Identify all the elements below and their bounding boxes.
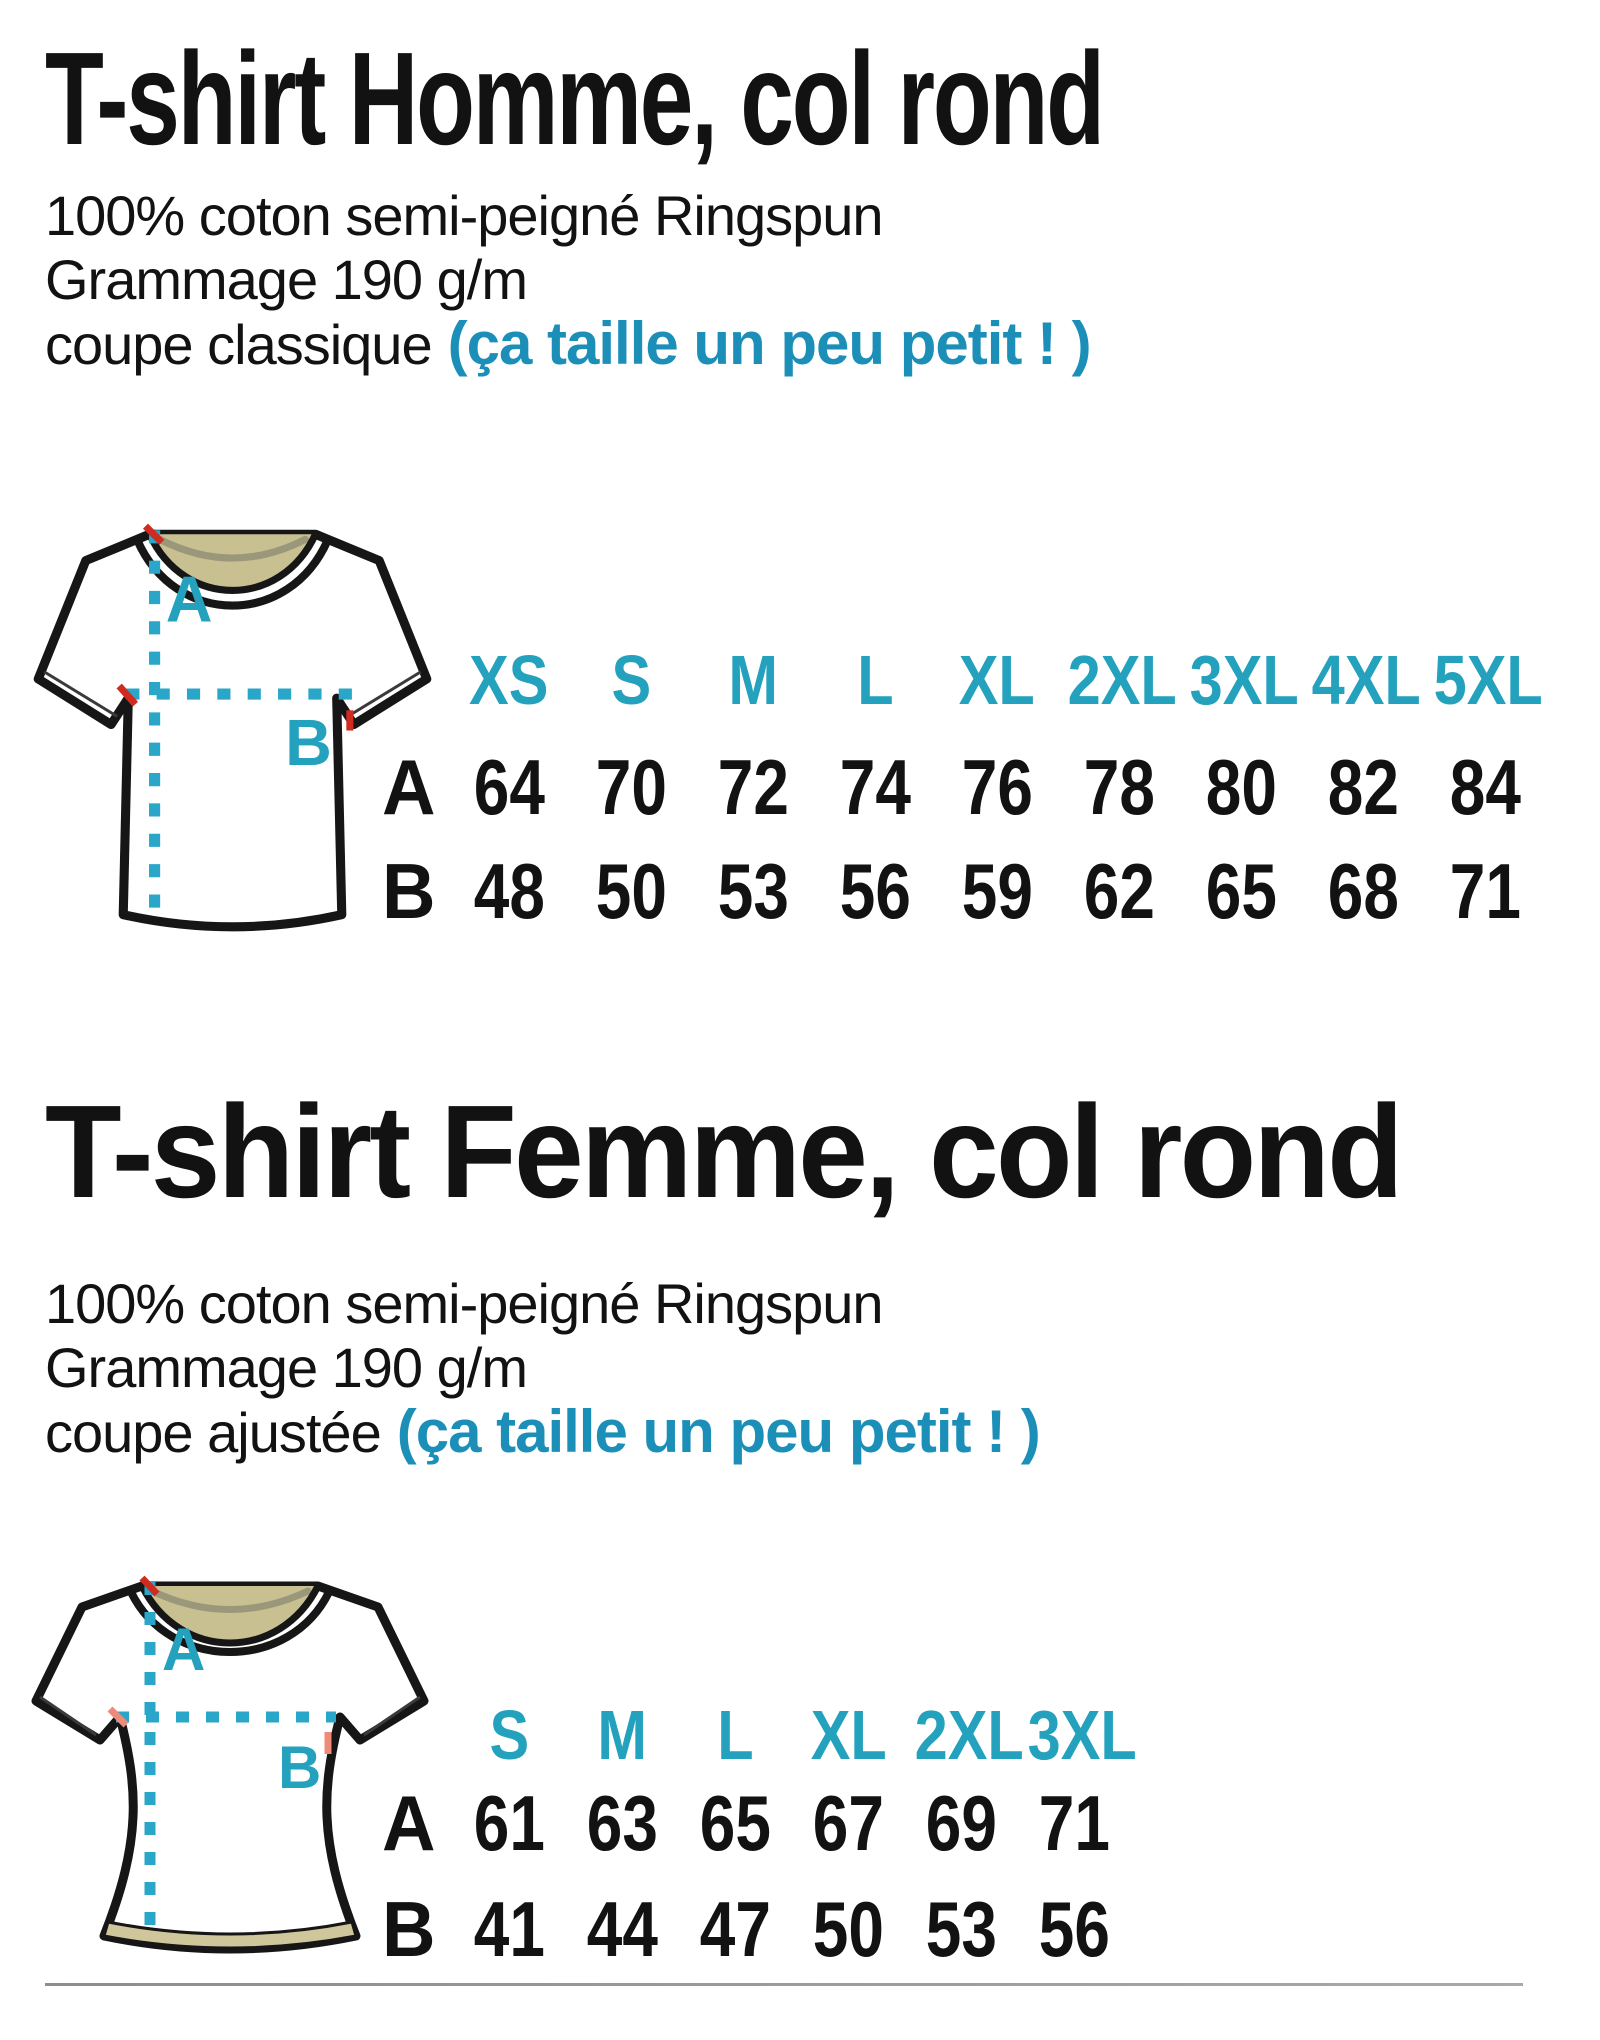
measurement-value: 53 [717, 847, 789, 935]
measurement-value: 68 [1327, 847, 1399, 935]
femme-row-B [378, 1885, 1131, 1973]
size-col-header: M [728, 641, 778, 719]
homme-row-A [378, 743, 1546, 831]
size-col-header: S [611, 641, 651, 719]
homme-material-line: 100% coton semi-peigné Ringspun [45, 184, 883, 247]
measurement-value: 63 [586, 1779, 659, 1867]
femme-section-title [45, 1078, 1472, 1225]
measurement-value: 67 [812, 1779, 885, 1867]
femme-weight-line: Grammage 190 g/m [45, 1336, 527, 1399]
size-col-header: M [597, 1696, 648, 1774]
measurement-value: 70 [595, 743, 667, 831]
homme-tshirt-svg [30, 512, 435, 942]
measure-label-B: B [278, 1734, 322, 1801]
measurement-value: 69 [925, 1779, 998, 1867]
size-col-header: XS [469, 641, 549, 719]
measurement-value: 71 [1449, 847, 1521, 935]
measurement-value: 53 [925, 1885, 998, 1973]
measurement-value: 80 [1205, 743, 1277, 831]
measurement-value: 76 [961, 743, 1033, 831]
femme-fit-label: coupe ajustée [45, 1401, 381, 1464]
measurement-value: 62 [1083, 847, 1155, 935]
homme-fit-label: coupe classique [45, 313, 432, 376]
femme-description [45, 1272, 1040, 1465]
homme-fit-line [45, 312, 1091, 377]
measurement-value: 65 [699, 1779, 772, 1867]
row-label-B: B [382, 1885, 436, 1973]
femme-tshirt-diagram [30, 1570, 430, 1960]
femme-title-text: T-shirt Femme, col rond [45, 1078, 1401, 1225]
homme-description [45, 184, 1091, 377]
row-label-A: A [382, 743, 436, 831]
femme-material-line: 100% coton semi-peigné Ringspun [45, 1272, 883, 1335]
size-col-header: XL [810, 1696, 887, 1774]
measurement-value: 50 [595, 847, 667, 935]
homme-size-table [378, 641, 1546, 935]
size-col-header: 3XL [1189, 641, 1299, 719]
measurement-value: 78 [1083, 743, 1155, 831]
measurement-value: 56 [1038, 1885, 1111, 1973]
measurement-value: 44 [586, 1885, 659, 1973]
homme-section-title [45, 25, 1494, 172]
femme-fit-line [45, 1400, 1040, 1465]
femme-tshirt-svg [30, 1570, 430, 1960]
measure-label-A: A [162, 1616, 206, 1683]
bottom-divider [45, 1983, 1523, 1986]
size-col-header: 2XL [1067, 641, 1177, 719]
measurement-value: 59 [961, 847, 1033, 935]
femme-fit-note: (ça taille un peu petit ! ) [396, 1398, 1040, 1465]
size-col-header: L [717, 1696, 754, 1774]
measurement-value: 64 [473, 743, 545, 831]
femme-size-table [378, 1696, 1137, 1973]
row-label-B: B [382, 847, 436, 935]
measurement-value: 74 [839, 743, 911, 831]
size-col-header: 3XL [1027, 1696, 1137, 1774]
size-col-header: L [856, 641, 894, 719]
measure-label-A: A [165, 562, 213, 636]
homme-size-header-row [378, 641, 1546, 719]
measurement-value: 50 [812, 1885, 885, 1973]
measurement-value: 56 [839, 847, 911, 935]
homme-tshirt-diagram [30, 512, 435, 942]
measurement-value: 82 [1327, 743, 1399, 831]
measurement-value: 71 [1038, 1779, 1111, 1867]
measurement-value: 72 [717, 743, 789, 831]
measurement-value: 47 [699, 1885, 772, 1973]
homme-weight-line: Grammage 190 g/m [45, 248, 527, 311]
homme-fit-note: (ça taille un peu petit ! ) [447, 310, 1091, 377]
measurement-value: 84 [1449, 743, 1521, 831]
size-col-header: 4XL [1311, 641, 1421, 719]
size-col-header: S [489, 1696, 530, 1774]
measurement-value: 65 [1205, 847, 1277, 935]
measurement-value: 41 [473, 1885, 546, 1973]
row-label-A: A [382, 1779, 436, 1867]
measurement-value: 48 [473, 847, 545, 935]
femme-row-A [378, 1779, 1131, 1867]
size-col-header: 2XL [914, 1696, 1024, 1774]
homme-row-B [378, 847, 1546, 935]
homme-title-text: T-shirt Homme, col rond [45, 25, 1103, 172]
size-col-header: XL [958, 641, 1036, 719]
size-col-header: 5XL [1433, 641, 1543, 719]
measure-label-B: B [285, 705, 332, 779]
measurement-value: 61 [473, 1779, 546, 1867]
femme-size-header-row [378, 1696, 1137, 1774]
